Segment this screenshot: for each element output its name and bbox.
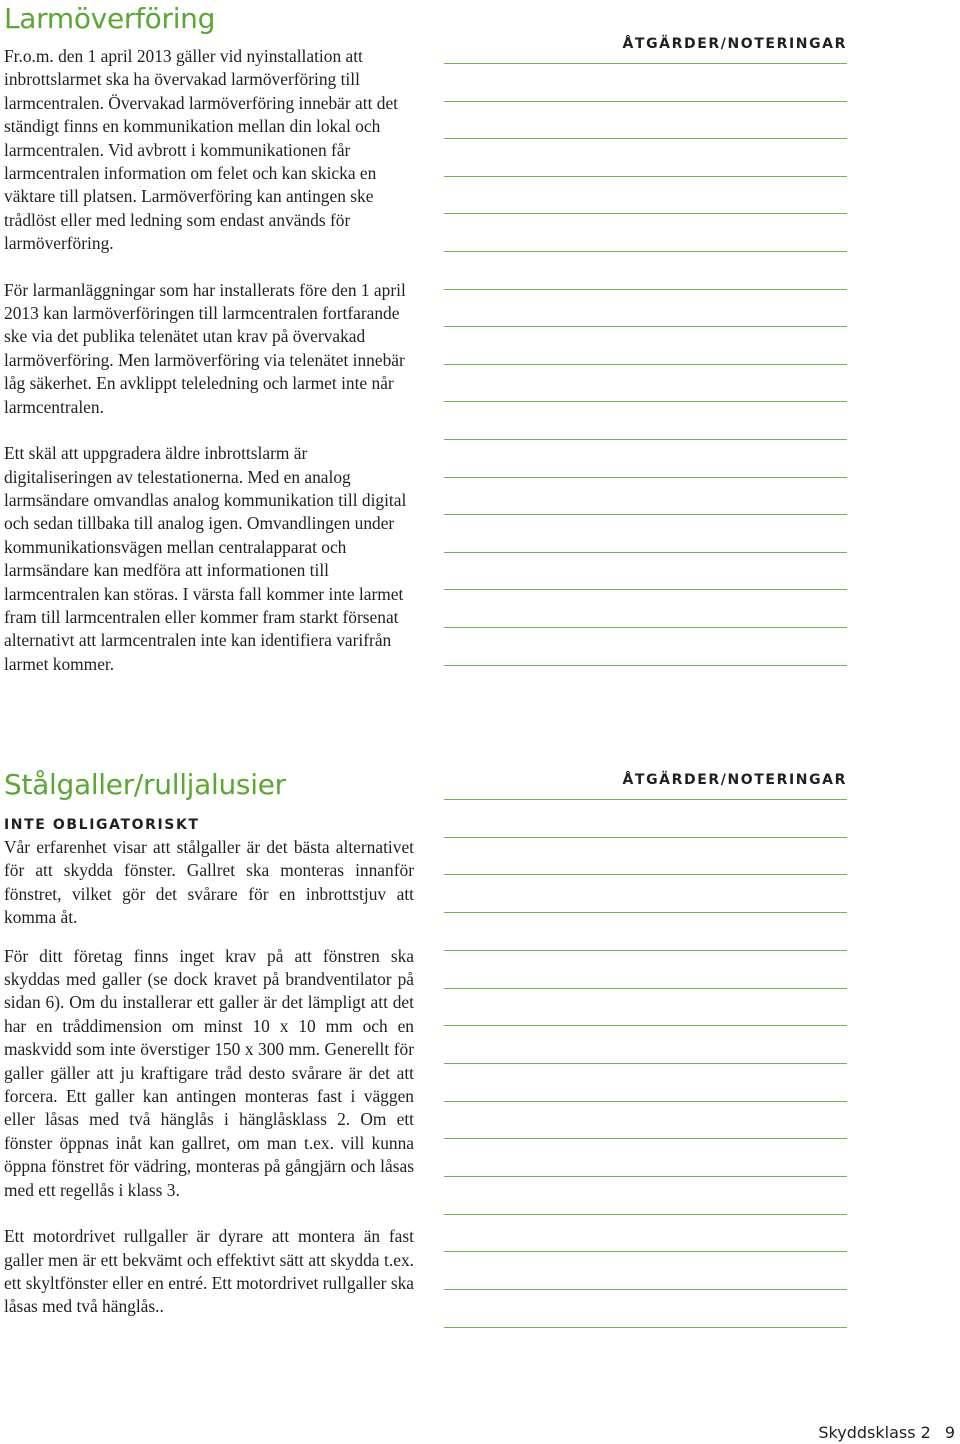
note-line[interactable]	[444, 1063, 847, 1064]
note-line[interactable]	[444, 176, 847, 177]
section-body-stalgaller	[4, 814, 414, 1319]
page-footer	[760, 1423, 955, 1442]
note-line[interactable]	[444, 589, 847, 590]
note-line[interactable]	[444, 477, 847, 478]
note-line[interactable]	[444, 1025, 847, 1026]
paragraph: Fr.o.m. den 1 april 2013 gäller vid nyinstallation att inbrottslarmet ska ha övervakad larmöverföring till larmcentralen. Övervakad larmöverföring innebär att det ständigt finns en kommunikation mellan din lokal och larmcentralen. Vid avbrott i kommunikationen får larmcentralen information om felet och kan skicka en väktare till platsen. Larmöverföring kan antingen ske trådlöst eller med ledning som endast används för larmöverföring.	[4, 46, 399, 254]
note-line[interactable]	[444, 874, 847, 875]
note-line[interactable]	[444, 1214, 847, 1215]
paragraph: För ditt företag finns inget krav på att fönstren ska skyddas med galler (se dock kravet på brandventilator på sidan 6). Om du installerar ett galler är det lämpligt att det har en tråddimension om minst 10 x 10 mm och en maskvidd som inte överstiger 150 x 300 mm. Generellt för galler gäller att ju kraftigare tråd desto svårare är det att forcera. Ett galler kan antingen monteras fast i väggen eller låsas med två hänglås i hänglåsklass 2. Om ett fönster öppnas inåt kan gallret, om man t.ex. vill kunna öppna fönstret för vädring, monteras på gångjärn och låsas med ett regellås i klass 3.	[4, 945, 414, 1200]
note-line[interactable]	[444, 1327, 847, 1328]
note-line[interactable]	[444, 552, 847, 553]
note-line[interactable]	[444, 912, 847, 913]
note-line[interactable]	[444, 627, 847, 628]
note-line[interactable]	[444, 514, 847, 515]
note-line[interactable]	[444, 213, 847, 214]
note-line[interactable]	[444, 799, 847, 800]
note-line[interactable]	[444, 1138, 847, 1139]
note-line[interactable]	[444, 665, 847, 666]
page-number: 9	[944, 1423, 955, 1442]
note-line[interactable]	[444, 950, 847, 951]
note-line[interactable]	[444, 1101, 847, 1102]
section-subtitle: INTE OBLIGATORISKT	[4, 817, 200, 833]
paragraph: Vår erfarenhet visar att stålgaller är det bästa alternativet för att skydda fönster. Gallret ska monteras innanför fönstret, vilket gör det svårare för en inbrottstjuv att komma åt.	[4, 837, 414, 928]
paragraph: Ett skäl att uppgradera äldre inbrottslarm är digitaliseringen av telestationerna. Med en analog larmsändare omvandlas analog kommunikation till digital och sedan tillbaka till analog igen. Omvandlingen under kommunikationsvägen mellan centralapparat och larmsändare kan medföra att informationen till larmcentralen kan störas. I värsta fall kommer inte larmet fram till larmcentralen eller kommer fram starkt försenat alternativt att larmcentralen inte kan identifiera varifrån larmet kommer.	[4, 443, 407, 674]
note-line[interactable]	[444, 439, 847, 440]
note-line[interactable]	[444, 401, 847, 402]
note-line[interactable]	[444, 988, 847, 989]
note-line[interactable]	[444, 837, 847, 838]
note-line[interactable]	[444, 1176, 847, 1177]
note-line[interactable]	[444, 364, 847, 365]
note-line[interactable]	[444, 1251, 847, 1252]
paragraph: Ett motordrivet rullgaller är dyrare att montera än fast galler men är ett bekvämt och effektivt sätt att skydda t.ex. ett skyltfönster eller en entré. Ett motordrivet rullgaller ska låsas med två hänglås..	[4, 1226, 414, 1317]
section-body-larmoverforing	[4, 45, 414, 676]
note-line[interactable]	[444, 1289, 847, 1290]
section-title-stalgaller: Stålgaller/rulljalusier	[4, 768, 286, 801]
paragraph: För larmanläggningar som har installerats före den 1 april 2013 kan larmöverföringen till larmcentralen fortfarande ske via det publika telenätet utan krav på övervakad larmöverföring. Men larmöverföring via telenätet innebär låg säkerhet. En avklippt teleledning och larmet inte når larmcentralen.	[4, 279, 406, 417]
note-line[interactable]	[444, 326, 847, 327]
notes-heading: ÅTGÄRDER/NOTERINGAR	[622, 772, 847, 788]
note-line[interactable]	[444, 138, 847, 139]
footer-label: Skyddsklass 2	[818, 1423, 931, 1442]
note-line[interactable]	[444, 63, 847, 64]
note-line[interactable]	[444, 101, 847, 102]
note-line[interactable]	[444, 251, 847, 252]
notes-heading: ÅTGÄRDER/NOTERINGAR	[622, 36, 847, 52]
section-title-larmoverforing: Larmöverföring	[4, 2, 216, 35]
note-line[interactable]	[444, 289, 847, 290]
